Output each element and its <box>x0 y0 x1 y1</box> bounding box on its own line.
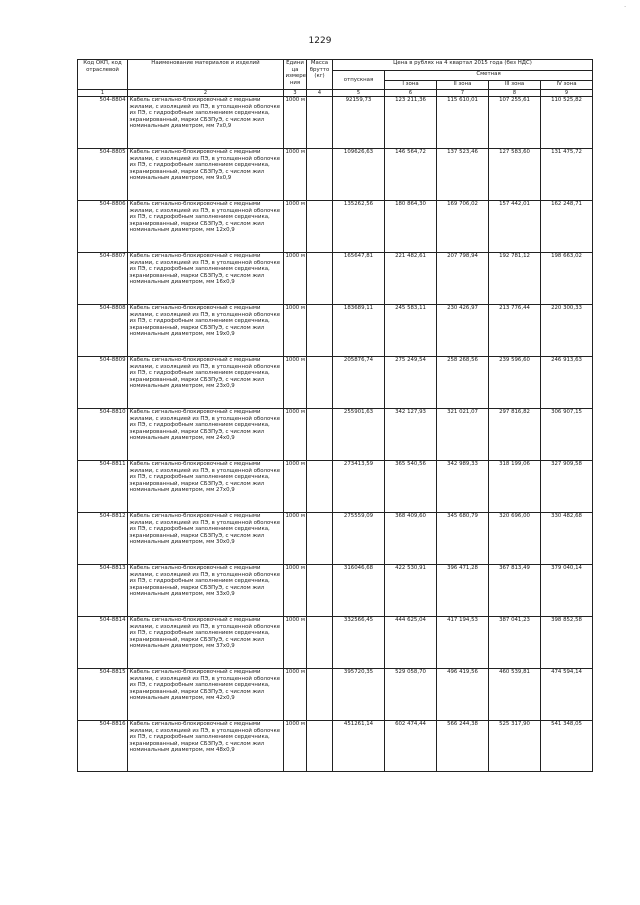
column-number: 3 <box>284 90 307 97</box>
item-unit: 1000 м <box>284 97 307 149</box>
zone-1-price: 444 625,04 <box>385 617 437 669</box>
table-row <box>78 513 593 565</box>
item-unit: 1000 м <box>284 513 307 565</box>
release-price: 92159,73 <box>333 97 385 149</box>
item-name: Кабель сигнально-блокировочный с медными жилами, с изоляцией из ПЭ, в утолщенной оболочке из ПЭ, с гидрофобным заполнением сердечника, экранированный, марки СБЗПуЭ, с числом жил номинальным диаметром, мм 33х0,9 <box>128 565 284 617</box>
header-zone-1: I зона <box>385 81 437 90</box>
zone-2-price: 345 680,79 <box>437 513 489 565</box>
zone-2-price: 137 523,46 <box>437 149 489 201</box>
item-mass <box>307 721 333 772</box>
item-unit: 1000 м <box>284 357 307 409</box>
zone-4-price: 541 348,05 <box>541 721 593 772</box>
release-price: 316046,68 <box>333 565 385 617</box>
zone-3-price: 387 041,23 <box>489 617 541 669</box>
item-mass <box>307 149 333 201</box>
item-mass <box>307 305 333 357</box>
item-unit: 1000 м <box>284 201 307 253</box>
release-price: 135262,56 <box>333 201 385 253</box>
zone-1-price: 180 864,30 <box>385 201 437 253</box>
zone-4-price: 379 040,14 <box>541 565 593 617</box>
release-price: 205876,74 <box>333 357 385 409</box>
item-name: Кабель сигнально-блокировочный с медными жилами, с изоляцией из ПЭ, в утолщенной оболочке из ПЭ, с гидрофобным заполнением сердечника, экранированный, марки СБЗПуЭ, с числом жил номинальным диаметром, мм 16х0,9 <box>128 253 284 305</box>
corner-mark: . <box>624 2 626 9</box>
item-mass <box>307 669 333 721</box>
header-mass: Масса брутто (кг) <box>307 60 333 90</box>
zone-1-price: 602 474,44 <box>385 721 437 772</box>
item-unit: 1000 м <box>284 305 307 357</box>
zone-4-price: 131 475,72 <box>541 149 593 201</box>
zone-4-price: 398 852,58 <box>541 617 593 669</box>
zone-3-price: 367 813,49 <box>489 565 541 617</box>
column-number: 5 <box>333 90 385 97</box>
zone-2-price: 396 471,28 <box>437 565 489 617</box>
column-number: 2 <box>128 90 284 97</box>
zone-4-price: 220 300,33 <box>541 305 593 357</box>
zone-3-price: 320 696,00 <box>489 513 541 565</box>
item-mass <box>307 253 333 305</box>
item-unit: 1000 м <box>284 721 307 772</box>
zone-2-price: 115 610,01 <box>437 97 489 149</box>
item-name: Кабель сигнально-блокировочный с медными жилами, с изоляцией из ПЭ, в утолщенной оболочке из ПЭ, с гидрофобным заполнением сердечника, экранированный, марки СБЗПуЭ, с числом жил номинальным диаметром, мм 24х0,9 <box>128 409 284 461</box>
table-body <box>78 97 593 772</box>
zone-4-price: 474 594,14 <box>541 669 593 721</box>
zone-4-price: 330 482,68 <box>541 513 593 565</box>
release-price: 275559,09 <box>333 513 385 565</box>
zone-3-price: 525 317,90 <box>489 721 541 772</box>
price-table <box>77 59 593 772</box>
item-code: 504-8807 <box>78 253 128 305</box>
item-mass <box>307 357 333 409</box>
item-unit: 1000 м <box>284 149 307 201</box>
zone-3-price: 297 816,82 <box>489 409 541 461</box>
release-price: 109626,63 <box>333 149 385 201</box>
item-name: Кабель сигнально-блокировочный с медными жилами, с изоляцией из ПЭ, в утолщенной оболочке из ПЭ, с гидрофобным заполнением сердечника, экранированный, марки СБЗПуЭ, с числом жил номинальным диаметром, мм 19х0,9 <box>128 305 284 357</box>
item-unit: 1000 м <box>284 617 307 669</box>
zone-1-price: 368 409,60 <box>385 513 437 565</box>
item-mass <box>307 409 333 461</box>
item-name: Кабель сигнально-блокировочный с медными жилами, с изоляцией из ПЭ, в утолщенной оболочке из ПЭ, с гидрофобным заполнением сердечника, экранированный, марки СБЗПуЭ, с числом жил номинальным диаметром, мм 23х0,9 <box>128 357 284 409</box>
zone-2-price: 496 419,56 <box>437 669 489 721</box>
zone-3-price: 318 199,06 <box>489 461 541 513</box>
zone-4-price: 306 907,15 <box>541 409 593 461</box>
item-code: 504-8814 <box>78 617 128 669</box>
item-name: Кабель сигнально-блокировочный с медными жилами, с изоляцией из ПЭ, в утолщенной оболочке из ПЭ, с гидрофобным заполнением сердечника, экранированный, марки СБЗПуЭ, с числом жил номинальным диаметром, мм 12х0,9 <box>128 201 284 253</box>
column-number: 6 <box>385 90 437 97</box>
table-row <box>78 149 593 201</box>
item-name: Кабель сигнально-блокировочный с медными жилами, с изоляцией из ПЭ, в утолщенной оболочке из ПЭ, с гидрофобным заполнением сердечника, экранированный, марки СБЗПуЭ, с числом жил номинальным диаметром, мм 37х0,9 <box>128 617 284 669</box>
table-row <box>78 201 593 253</box>
zone-3-price: 239 596,60 <box>489 357 541 409</box>
item-unit: 1000 м <box>284 461 307 513</box>
zone-3-price: 127 583,60 <box>489 149 541 201</box>
zone-3-price: 157 442,01 <box>489 201 541 253</box>
table-row <box>78 669 593 721</box>
release-price: 183689,11 <box>333 305 385 357</box>
item-code: 504-8805 <box>78 149 128 201</box>
item-code: 504-8810 <box>78 409 128 461</box>
table-row <box>78 565 593 617</box>
item-unit: 1000 м <box>284 565 307 617</box>
table-row <box>78 617 593 669</box>
table-row <box>78 461 593 513</box>
header-zone-3: III зона <box>489 81 541 90</box>
item-name: Кабель сигнально-блокировочный с медными жилами, с изоляцией из ПЭ, в утолщенной оболочке из ПЭ, с гидрофобным заполнением сердечника, экранированный, марки СБЗПуЭ, с числом жил номинальным диаметром, мм 48х0,9 <box>128 721 284 772</box>
zone-4-price: 246 913,63 <box>541 357 593 409</box>
release-price: 395720,35 <box>333 669 385 721</box>
item-name: Кабель сигнально-блокировочный с медными жилами, с изоляцией из ПЭ, в утолщенной оболочке из ПЭ, с гидрофобным заполнением сердечника, экранированный, марки СБЗПуЭ, с числом жил номинальным диаметром, мм 27х0,9 <box>128 461 284 513</box>
header-estimate-price: Сметная <box>385 71 593 81</box>
item-name: Кабель сигнально-блокировочный с медными жилами, с изоляцией из ПЭ, в утолщенной оболочке из ПЭ, с гидрофобным заполнением сердечника, экранированный, марки СБЗПуЭ, с числом жил номинальным диаметром, мм 9х0,9 <box>128 149 284 201</box>
zone-1-price: 221 482,61 <box>385 253 437 305</box>
item-mass <box>307 97 333 149</box>
header-release-price: отпускная <box>333 71 385 90</box>
zone-1-price: 422 530,91 <box>385 565 437 617</box>
table-row <box>78 305 593 357</box>
table-row <box>78 357 593 409</box>
column-number: 4 <box>307 90 333 97</box>
header-code: Код ОКП, код отраслевой <box>78 60 128 90</box>
column-number-row <box>78 90 593 97</box>
item-code: 504-8808 <box>78 305 128 357</box>
item-mass <box>307 617 333 669</box>
item-code: 504-8811 <box>78 461 128 513</box>
zone-1-price: 342 127,93 <box>385 409 437 461</box>
release-price: 255901,63 <box>333 409 385 461</box>
zone-2-price: 258 268,56 <box>437 357 489 409</box>
item-name: Кабель сигнально-блокировочный с медными жилами, с изоляцией из ПЭ, в утолщенной оболочке из ПЭ, с гидрофобным заполнением сердечника, экранированный, марки СБЗПуЭ, с числом жил номинальным диаметром, мм 42х0,9 <box>128 669 284 721</box>
table-row <box>78 721 593 772</box>
item-code: 504-8806 <box>78 201 128 253</box>
zone-1-price: 529 058,70 <box>385 669 437 721</box>
zone-4-price: 327 909,58 <box>541 461 593 513</box>
zone-2-price: 417 194,53 <box>437 617 489 669</box>
release-price: 451261,14 <box>333 721 385 772</box>
zone-2-price: 169 706,02 <box>437 201 489 253</box>
item-unit: 1000 м <box>284 669 307 721</box>
zone-3-price: 107 255,61 <box>489 97 541 149</box>
header-zone-4: IV зона <box>541 81 593 90</box>
zone-4-price: 198 663,02 <box>541 253 593 305</box>
release-price: 332566,45 <box>333 617 385 669</box>
column-number: 1 <box>78 90 128 97</box>
header-zone-2: II зона <box>437 81 489 90</box>
zone-2-price: 321 021,07 <box>437 409 489 461</box>
item-unit: 1000 м <box>284 253 307 305</box>
item-name: Кабель сигнально-блокировочный с медными жилами, с изоляцией из ПЭ, в утолщенной оболочке из ПЭ, с гидрофобным заполнением сердечника, экранированный, марки СБЗПуЭ, с числом жил номинальным диаметром, мм 30х0,9 <box>128 513 284 565</box>
release-price: 165647,81 <box>333 253 385 305</box>
header-name: Наименование материалов и изделий <box>128 60 284 90</box>
item-name: Кабель сигнально-блокировочный с медными жилами, с изоляцией из ПЭ, в утолщенной оболочке из ПЭ, с гидрофобным заполнением сердечника, экранированный, марки СБЗПуЭ, с числом жил номинальным диаметром, мм 7х0,9 <box>128 97 284 149</box>
item-code: 504-8815 <box>78 669 128 721</box>
zone-1-price: 365 540,56 <box>385 461 437 513</box>
item-code: 504-8809 <box>78 357 128 409</box>
table-row <box>78 409 593 461</box>
table-row <box>78 253 593 305</box>
item-mass <box>307 201 333 253</box>
header-unit: Едини ца измере ния <box>284 60 307 90</box>
zone-1-price: 123 211,36 <box>385 97 437 149</box>
zone-1-price: 275 249,54 <box>385 357 437 409</box>
zone-2-price: 342 989,33 <box>437 461 489 513</box>
release-price: 273413,59 <box>333 461 385 513</box>
column-number: 9 <box>541 90 593 97</box>
zone-1-price: 245 583,11 <box>385 305 437 357</box>
zone-4-price: 162 248,71 <box>541 201 593 253</box>
zone-3-price: 213 776,44 <box>489 305 541 357</box>
column-number: 8 <box>489 90 541 97</box>
page-number: 1229 <box>308 36 332 46</box>
table-row <box>78 97 593 149</box>
item-code: 504-8804 <box>78 97 128 149</box>
item-mass <box>307 513 333 565</box>
zone-4-price: 110 525,82 <box>541 97 593 149</box>
item-mass <box>307 461 333 513</box>
zone-2-price: 207 798,94 <box>437 253 489 305</box>
header-price-group: Цена в рублях на 4 квартал 2015 года (без НДС) <box>333 60 593 71</box>
item-code: 504-8813 <box>78 565 128 617</box>
zone-2-price: 566 244,38 <box>437 721 489 772</box>
zone-2-price: 230 426,97 <box>437 305 489 357</box>
column-number: 7 <box>437 90 489 97</box>
zone-3-price: 192 781,12 <box>489 253 541 305</box>
item-unit: 1000 м <box>284 409 307 461</box>
zone-3-price: 460 539,81 <box>489 669 541 721</box>
item-mass <box>307 565 333 617</box>
zone-1-price: 146 564,72 <box>385 149 437 201</box>
item-code: 504-8812 <box>78 513 128 565</box>
item-code: 504-8816 <box>78 721 128 772</box>
